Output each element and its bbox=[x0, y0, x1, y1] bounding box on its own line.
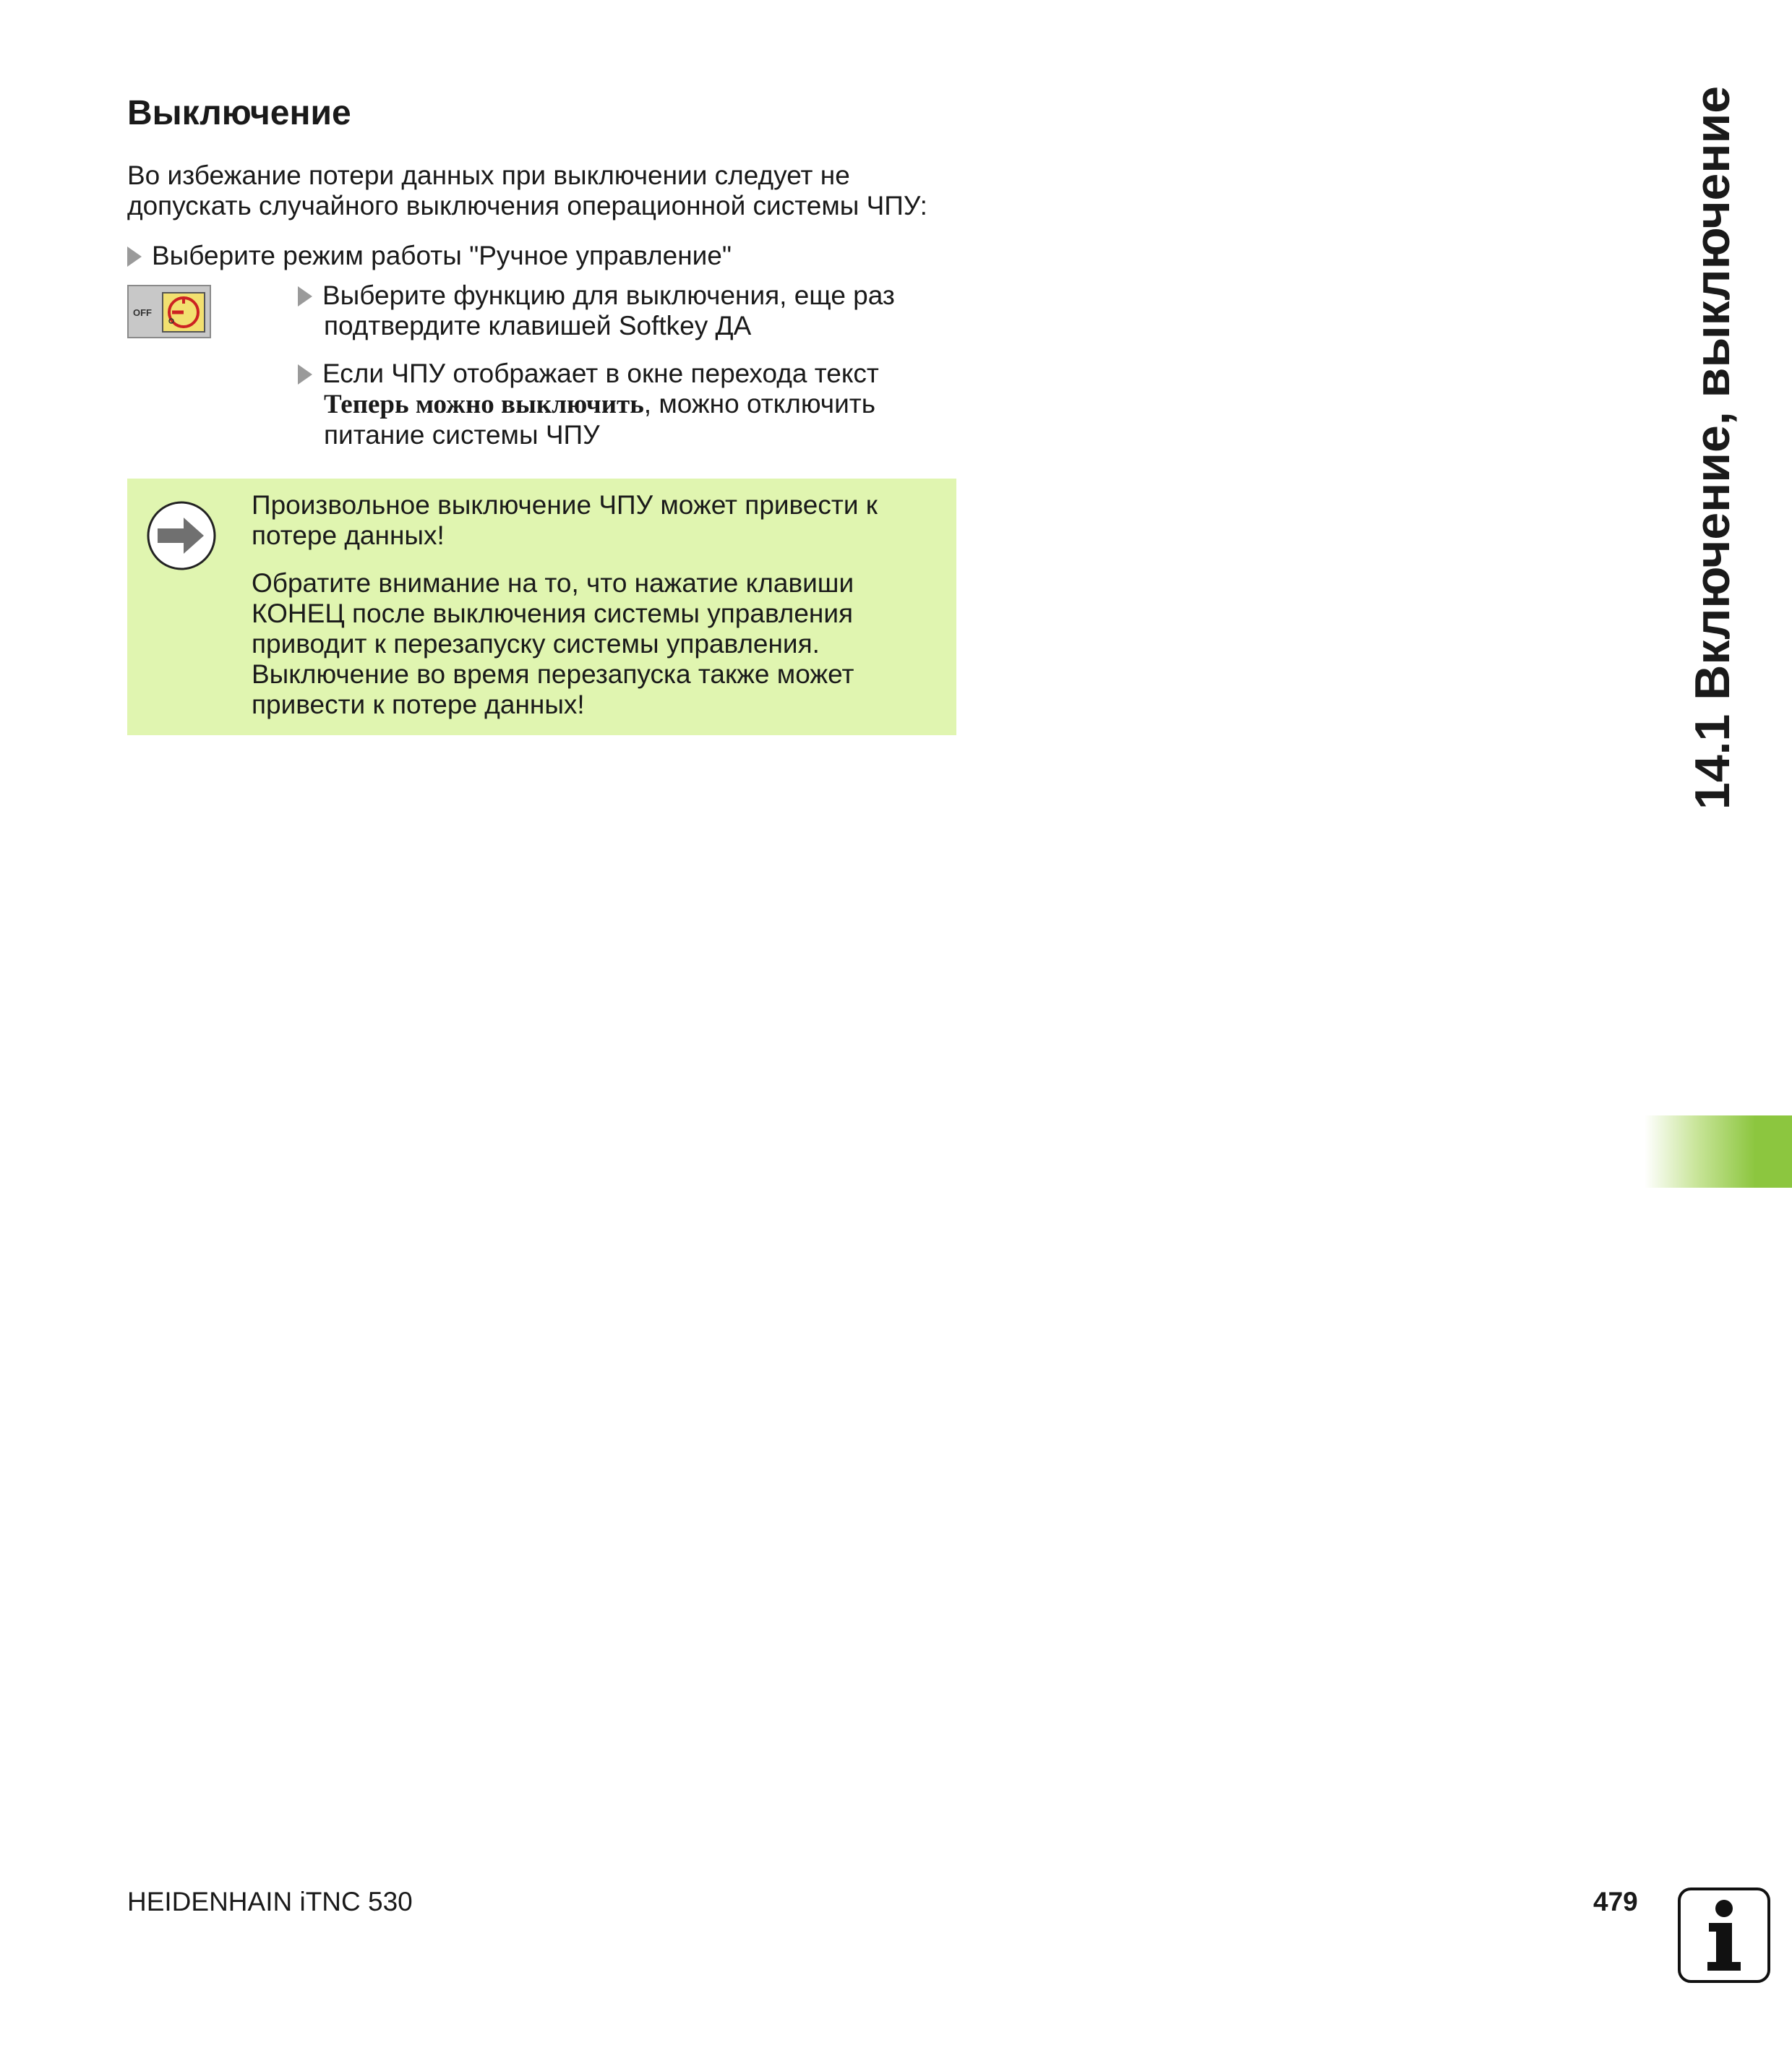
note-paragraph-2: Обратите внимание на то, что нажатие клавиши КОНЕЦ после выключения системы управления приводит к перезапуску системы управления. Выключение во время перезапуска также может привести к потере данных! bbox=[252, 568, 854, 719]
section-heading: Выключение bbox=[127, 94, 351, 132]
step-3-message-text: Теперь можно выключить bbox=[324, 390, 644, 419]
step-3-line-1: Если ЧПУ отображает в окне перехода текст bbox=[322, 359, 879, 388]
off-softkey-label: OFF bbox=[133, 307, 152, 318]
power-off-gauge-icon bbox=[162, 292, 205, 333]
footer-product-name: HEIDENHAIN iTNC 530 bbox=[127, 1887, 413, 1916]
intro-paragraph bbox=[127, 160, 959, 221]
step-3-line-2-rest: , можно отключить bbox=[643, 389, 875, 419]
page-number: 479 bbox=[1593, 1887, 1638, 1916]
intro-line-2: допускать случайного выключения операционной системы ЧПУ: bbox=[127, 191, 927, 220]
step-2-line-1: Выберите функцию для выключения, еще раз bbox=[322, 280, 895, 310]
step-power-off bbox=[298, 359, 879, 450]
off-softkey[interactable] bbox=[127, 285, 211, 338]
step-manual-mode bbox=[127, 241, 732, 271]
intro-line-1: Во избежание потери данных при выключении следует не bbox=[127, 160, 850, 190]
step-1-text: Выберите режим работы "Ручное управление" bbox=[152, 241, 732, 270]
arrow-right-circle-icon bbox=[146, 500, 217, 571]
step-3-line-3: питание системы ЧПУ bbox=[324, 420, 600, 450]
step-select-off bbox=[298, 280, 895, 341]
step-2-line-2: подтвердите клавишей Softkey ДА bbox=[324, 311, 752, 340]
info-icon bbox=[1677, 1887, 1771, 1984]
bullet-triangle-icon bbox=[298, 286, 312, 307]
note-paragraph-1: Произвольное выключение ЧПУ может привести к потере данных! bbox=[252, 490, 878, 550]
bullet-triangle-icon bbox=[298, 364, 312, 385]
chapter-side-title: 14.1 Включение, выключение bbox=[1685, 85, 1740, 810]
warning-note bbox=[127, 479, 956, 735]
bullet-triangle-icon bbox=[127, 247, 142, 267]
chapter-tab-marker bbox=[1645, 1115, 1792, 1188]
